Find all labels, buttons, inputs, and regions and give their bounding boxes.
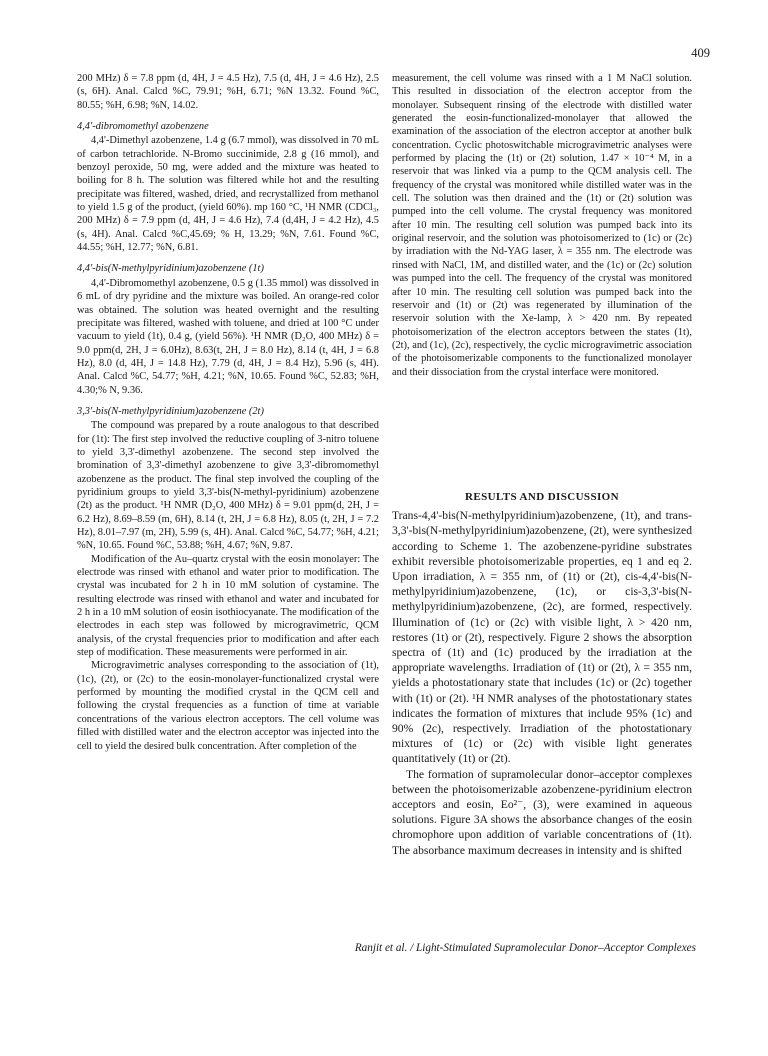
paragraph: 200 MHz) δ = 7.8 ppm (d, 4H, J = 4.5 Hz), 7.5 (d, 4H, J = 4.6 Hz), 2.5 (s, 6H). Anal. Calcd %C, 79.91; %H, 6.71; %N 13.32. Found %C, 80.55; %H, 6.98; %N, 14.02. (77, 73, 379, 111)
page-number: 409 (691, 46, 710, 60)
left-column (77, 72, 379, 753)
subsection-heading: 3,3'-bis(N-methylpyridinium)azobenzene (2t) (77, 405, 264, 417)
right-column-top (392, 72, 692, 379)
paragraph: Microgravimetric analyses corresponding to the association of (1t), (1c), (2t), or (2c) to the eosin-monolayer-functionalized crystal were performed by mounting the modified crystal in the QCM cell and following the crystal frequencies as a function of time at variable concentrations of the various electron acceptors. The cell volume was filled with distilled water and the electron acceptor was injected into the cell to yield the desired bulk concentration. After completion of the (77, 660, 379, 752)
right-column-results (392, 490, 692, 858)
subsection-heading: 4,4'-dibromomethyl azobenzene (77, 121, 209, 133)
paragraph: measurement, the cell volume was rinsed with a 1 M NaCl solution. This resulted in dissociation of the electron acceptor from the monolayer. Subsequent rinsing of the electrode with distilled water generated the eosin-functionalized-monolayer that allowed the examination of the association of the electron acceptor at another bulk concentration. Cyclic photoswitchable microgravimetric analyses were performed by placing the (1t) or (2t) solution, 1.47 × 10⁻⁴ M, in a reservoir that was linked via a pump to the QCM analysis cell. The frequency of the crystal was monitored while distilled water was in the cell. The solution was then drained and the (1t) or (2t) solution was pumped into the cell volume. The crystal frequency was monitored after 10 min. The resulting cell solution was pumped back into its original reservoir, and the solution was photoisomerized to (1c) or (2c) by irradiation with the Nd-YAG laser, λ = 355 nm. The electrode was rinsed with NaCl, 1M, and distilled water, and the (1c) or (2c) solution was pumped into the cell. The frequency of the crystal was monitored after 10 min. The resulting cell solution was pumped back into the reservoir and (1t) or (2t) was regenerated by illumination of the reservoir solution with the Xe-lamp, λ > 420 nm. By repeated photoisomerization of the electron acceptors between the states (1t), (2t), and (1c), (2c), respectively, the cyclic microgravimetric association of the photoisomerizable components to the functionalized monolayer and their dissociation from the crystal interface were monitored. (392, 73, 692, 378)
running-footer: Ranjit et al. / Light-Stimulated Supramolecular Donor–Acceptor Complexes (354, 942, 696, 954)
section-heading: RESULTS AND DISCUSSION (465, 491, 619, 503)
subsection-heading: 4,4'-bis(N-methylpyridinium)azobenzene (1t) (77, 263, 264, 275)
paragraph: The formation of supramolecular donor–acceptor complexes between the photoisomerizable azobenzene-pyridinium electron acceptors and eosin, Eo²⁻, (3), were examined in aqueous solutions. Figure 3A shows the absorbance changes of the eosin chromophore upon addition of variable concentrations of (1t). The absorbance maximum decreases in intensity and is shifted (392, 767, 692, 857)
paragraph: The compound was prepared by a route analogous to that described for (1t): The first step involved the reductive coupling of 3-nitro toluene to yield 3,3'-dimethyl azobenzene. The second step involved the bromination of 3,3'-dimethyl azobenzene to give 3,3'-dibromomethyl azobenzene as the product. The final step involved the coupling of the pyridinium groups to yield 3,3'-bis(N-methyl-pyridinium) azobenzene (2t) as the product. ¹H NMR (D₂O, 400 MHz) δ = 9.01 ppm(d, 2H, J = 6.2 Hz), 8.69–8.59 (m, 6H), 8.14 (t, 2H, J = 6.8 Hz), 8.05 (t, 2H, J = 7.2 Hz), 8.01–7.97 (m, 2H), 5.99 (s, 4H). Anal. Calcd %C, 54.77; %H, 4.21; %N, 10.65. Found %C, 53.88; %H, 4.67; %N, 9.87. (77, 420, 379, 552)
paragraph: 4,4'-Dimethyl azobenzene, 1.4 g (6.7 mmol), was dissolved in 70 mL of carbon tetrachloride. N-Bromo succinimide, 2.8 g (16 mmol), and benzoyl peroxide, 50 mg, were added and the mixture was heated to boiling for 8 h. The solution was filtered while hot and the resulting precipitate was filtered, washed, dried, and recrystallized from methanol to yield 1.5 g of the product, (yield 60%). mp 160 °C, ¹H NMR (CDCl₃, 200 MHz) δ = 7.9 ppm (d, 4H, J = 4.6 Hz), 7.4 (d,4H, J = 4.2 Hz), 4.5 (s, 4H). Anal. Calcd %C,45.69; % H, 13.29; %N, 7.61. Found %C, 44.55; %H, 12.77; %N, 6.81. (77, 135, 379, 254)
paragraph: Modification of the Au–quartz crystal with the eosin monolayer: The electrode was rinsed with ethanol and water prior to modification. The crystal was incubated for 2 h in 10 mM solution of cystamine. The resulting electrode was rinsed with ethanol and water and incubated for 2 h in a 10 mM solution of eosin isothiocyanate. The modification of the electrodes in each step was followed by microgravimetric, QCM analysis, of the crystal frequencies prior to modification and after each step of modification. These measurements were performed in air. (77, 553, 379, 659)
paragraph: 4,4'-Dibromomethyl azobenzene, 0.5 g (1.35 mmol) was dissolved in 6 mL of dry pyridine and the mixture was boiled. An orange-red color was obtained. The solution was heated overnight and the resulting precipitate was filtered, washed with toluene, and dried at 100 °C under vacuum to yield (1t), 0.4 g, (yield 56%). ¹H NMR (D₂O, 400 MHz) δ = 9.0 ppm(d, 2H, J = 6.0Hz), 8.63(t, 2H, J = 8.0 Hz), 8.14 (t, 4H, J = 6.8 Hz), 8.0 (d, 4H, J = 14.8 Hz), 7.79 (d, 4H, J = 8.4 Hz), 5.96 (s, 4H). Anal. Calcd %C, 54.77; %H, 4.21; %N, 10.65. Found %C, 52.83; %H, 4.30;% N, 9.36. (77, 277, 379, 396)
paragraph: Trans-4,4'-bis(N-methylpyridinium)azobenzene, (1t), and trans-3,3'-bis(N-methylpyridinium)azobenzene, (2t), were synthesized according to Scheme 1. The azobenzene-pyridine substrates exhibit reversible photoisomerizable properties, eq 1 and eq 2. Upon irradiation, λ = 355 nm, of (1t) or (2t), cis-4,4'-bis(N-methylpyridinium)azobenzene, (1c), or cis-3,3'-bis(N-methylpyridinium)azobenzene, (2c), are formed, respectively. Illumination of (1c) or (2c) with visible light, λ > 420 nm, restores (1t) or (2t), respectively. Figure 2 shows the absorption spectra of (1t) and (1c) produced by the irradiation at the appropriate wavelengths. Irradiation of (1t) or (2t), λ = 355 nm, yields a photostationary state that includes (1c) or (2c) together with (1t) or (2t). ¹H NMR analyses of the photostationary states indicates the formation of mixtures that include 95% (1c) and 90% (2c), respectively. Irradiation of the photostationary mixtures of (1c) or (2c) with visible light generates quantitatively (1t) or (2t). (392, 509, 692, 766)
